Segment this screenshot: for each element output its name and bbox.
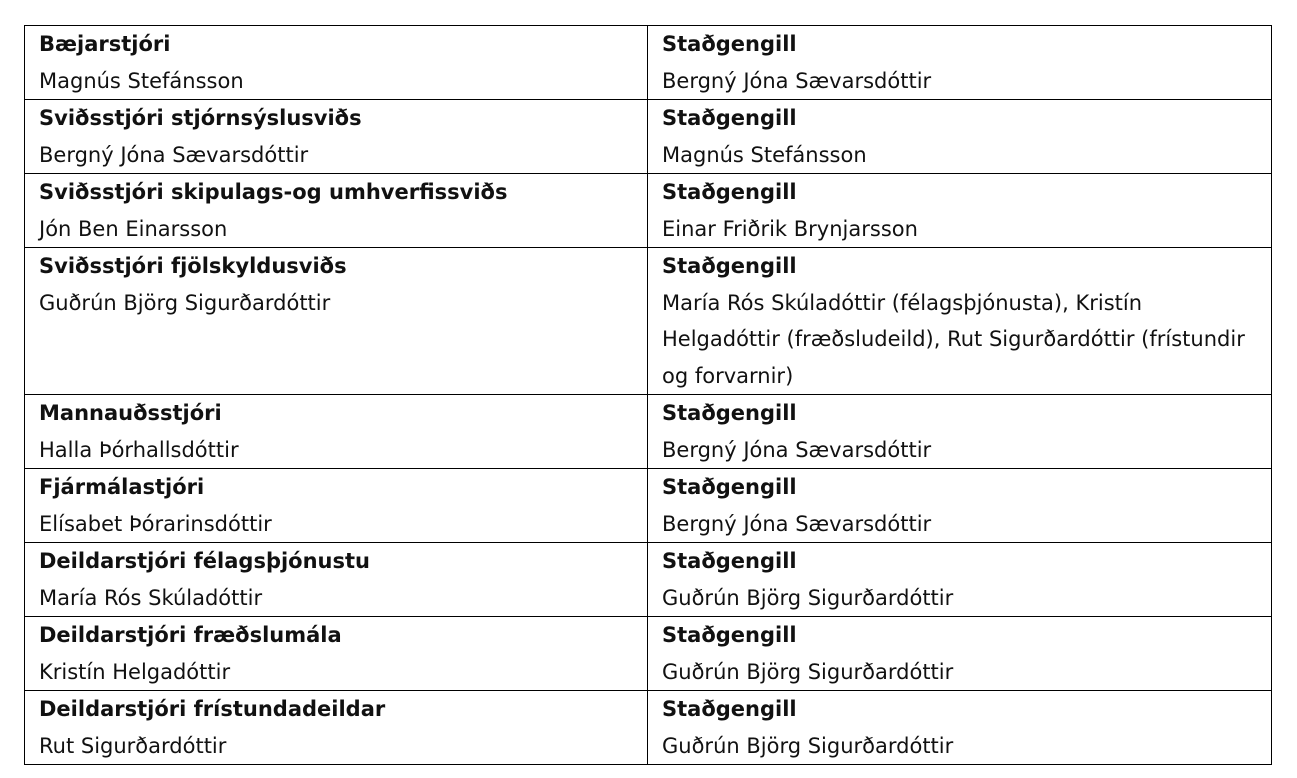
- role-title: Mannauðsstjóri: [39, 401, 222, 425]
- role-title: Sviðsstjóri skipulags-og umhverfissviðs: [39, 180, 508, 204]
- deputy-label: Staðgengill: [662, 623, 797, 647]
- deputy-label: Staðgengill: [662, 32, 797, 56]
- deputy-label: Staðgengill: [662, 401, 797, 425]
- deputy-label: Staðgengill: [662, 475, 797, 499]
- role-title: Sviðsstjóri stjórnsýslusviðs: [39, 106, 362, 130]
- deputy-cell: [648, 543, 1272, 617]
- table-row: [25, 691, 1272, 765]
- role-holder-name: Magnús Stefánsson: [39, 68, 244, 93]
- deputy-cell: [648, 174, 1272, 248]
- role-holder-name: Rut Sigurðardóttir: [39, 733, 227, 758]
- deputy-name: Einar Friðrik Brynjarsson: [662, 216, 918, 241]
- table-row: [25, 543, 1272, 617]
- deputy-name: Bergný Jóna Sævarsdóttir: [662, 68, 932, 93]
- role-title: Sviðsstjóri fjölskyldusviðs: [39, 254, 347, 278]
- role-cell: [25, 248, 648, 395]
- table-row: [25, 100, 1272, 174]
- deputy-label: Staðgengill: [662, 106, 797, 130]
- deputy-label: Staðgengill: [662, 180, 797, 204]
- role-cell: [25, 100, 648, 174]
- table-row: [25, 469, 1272, 543]
- deputy-name: Bergný Jóna Sævarsdóttir: [662, 437, 932, 462]
- deputy-label: Staðgengill: [662, 697, 797, 721]
- deputy-name: Guðrún Björg Sigurðardóttir: [662, 585, 954, 610]
- role-cell: [25, 691, 648, 765]
- deputy-cell: [648, 617, 1272, 691]
- role-holder-name: Kristín Helgadóttir: [39, 659, 231, 684]
- deputy-cell: [648, 100, 1272, 174]
- deputy-cell: [648, 26, 1272, 100]
- role-title: Fjármálastjóri: [39, 475, 205, 499]
- role-holder-name: María Rós Skúladóttir: [39, 585, 263, 610]
- table-row: [25, 174, 1272, 248]
- staff-deputy-table: [24, 25, 1272, 765]
- table-row: [25, 395, 1272, 469]
- role-cell: [25, 174, 648, 248]
- role-holder-name: Elísabet Þórarinsdóttir: [39, 511, 272, 536]
- role-title: Deildarstjóri frístundadeildar: [39, 697, 386, 721]
- role-holder-name: Guðrún Björg Sigurðardóttir: [39, 290, 331, 315]
- deputy-name: Magnús Stefánsson: [662, 142, 867, 167]
- deputy-cell: [648, 395, 1272, 469]
- table-row: [25, 26, 1272, 100]
- role-holder-name: Jón Ben Einarsson: [39, 216, 228, 241]
- deputy-name: Guðrún Björg Sigurðardóttir: [662, 733, 954, 758]
- role-title: Bæjarstjóri: [39, 32, 171, 56]
- deputy-name: María Rós Skúladóttir (félagsþjónusta), Kristín Helgadóttir (fræðsludeild), Rut Sigurðardóttir (frístundir og forvarnir): [662, 290, 1245, 388]
- table-row: [25, 617, 1272, 691]
- deputy-name: Bergný Jóna Sævarsdóttir: [662, 511, 932, 536]
- deputy-cell: [648, 691, 1272, 765]
- role-title: Deildarstjóri fræðslumála: [39, 623, 342, 647]
- role-title: Deildarstjóri félagsþjónustu: [39, 549, 370, 573]
- role-cell: [25, 469, 648, 543]
- role-cell: [25, 617, 648, 691]
- role-cell: [25, 395, 648, 469]
- role-cell: [25, 543, 648, 617]
- role-holder-name: Halla Þórhallsdóttir: [39, 437, 239, 462]
- deputy-name: Guðrún Björg Sigurðardóttir: [662, 659, 954, 684]
- deputy-cell: [648, 248, 1272, 395]
- deputy-label: Staðgengill: [662, 254, 797, 278]
- deputy-cell: [648, 469, 1272, 543]
- role-holder-name: Bergný Jóna Sævarsdóttir: [39, 142, 309, 167]
- table-row: [25, 248, 1272, 395]
- role-cell: [25, 26, 648, 100]
- deputy-label: Staðgengill: [662, 549, 797, 573]
